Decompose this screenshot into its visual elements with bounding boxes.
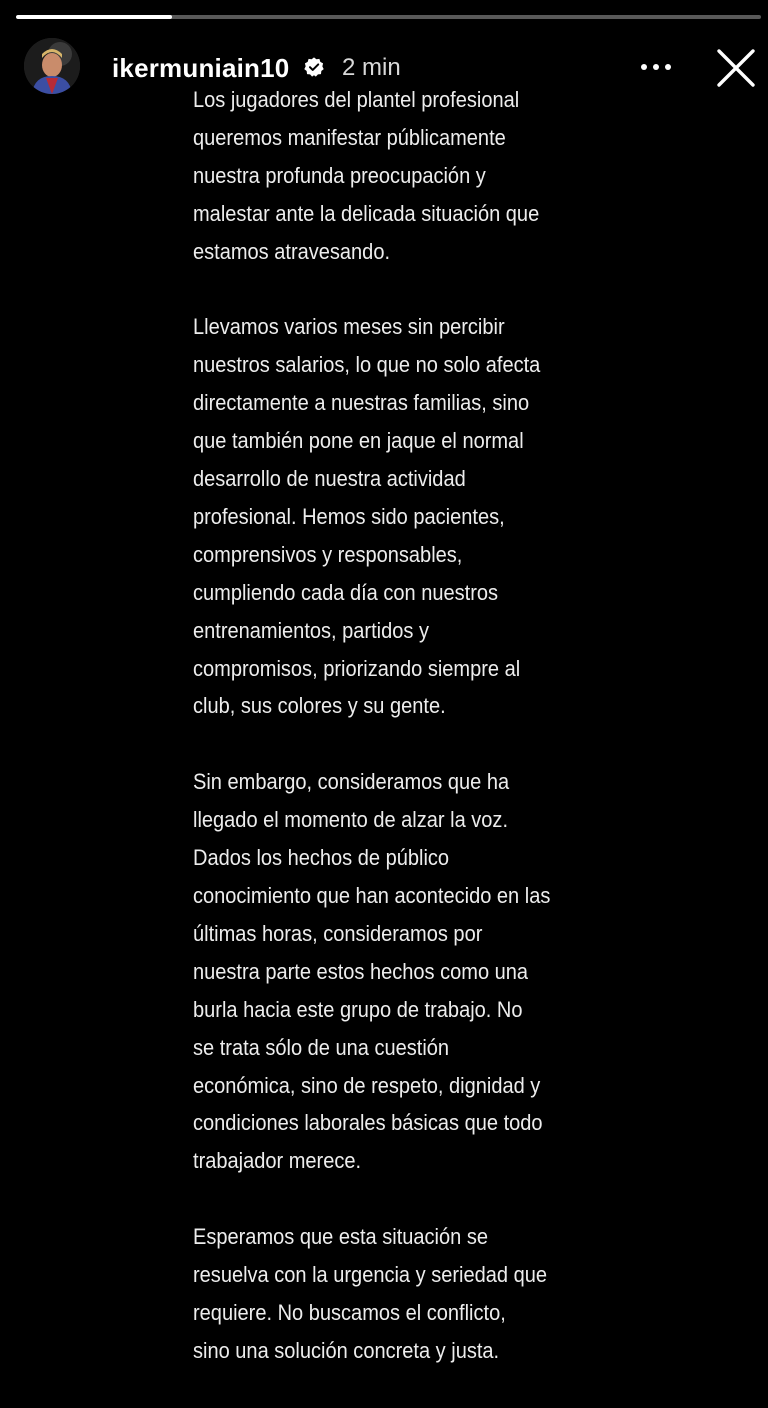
post-time: 2 min [342,54,401,81]
story-text-line: profesional. Hemos sido pacientes, [193,503,505,529]
story-text-line: comprensivos y responsables, [193,541,463,567]
story-text-line: entrenamientos, partidos y [193,617,429,643]
story-text-line: cumpliendo cada día con nuestros [193,579,499,605]
story-paragraph [193,81,585,271]
verified-badge-icon [303,56,325,78]
story-text-line: económica, sino de respeto, dignidad y [193,1072,541,1098]
avatar-image [24,38,80,94]
story-text-line: compromisos, priorizando siempre al [193,655,521,681]
story-paragraph [193,763,585,1180]
story-text-line: nuestra parte estos hechos como una [193,958,529,984]
story-text-line: directamente a nuestras familias, sino [193,390,530,416]
story-text-line: trabajador merece. [193,1148,362,1174]
story-text-line: nuestra profunda preocupación y [193,162,486,188]
story-paragraph [193,308,585,725]
story-text-line: Los jugadores del plantel profesional [193,87,520,112]
story-text-line: condiciones laborales básicas que todo [193,1110,543,1136]
story-paragraph [193,1218,585,1370]
story-text-line: Sin embargo, consideramos que ha [193,769,510,795]
story-text-line: burla hacia este grupo de trabajo. No [193,996,523,1022]
story-text-line: club, sus colores y su gente. [193,693,446,719]
story-text-line: estamos atravesando. [193,238,391,264]
story-text-line: malestar ante la delicada situación que [193,200,540,226]
story-text-line: resuelva con la urgencia y seriedad que [193,1262,547,1288]
story-text-line: sino una solución concreta y justa. [193,1337,500,1363]
avatar[interactable] [24,38,80,94]
story-text-line: nuestros salarios, lo que no solo afecta [193,352,541,378]
story-text-line: requiere. No buscamos el conflicto, [193,1299,506,1325]
username[interactable]: ikermuniain10 [112,53,290,83]
story-text-line: desarrollo de nuestra actividad [193,466,466,492]
more-options-icon[interactable] [636,52,676,82]
story-text-line: conocimiento que han acontecido en las [193,883,551,908]
story-text-content [193,81,585,1408]
story-progress-bar [16,15,761,19]
story-progress-fill [16,15,172,19]
story-text-line: queremos manifestar públicamente [193,124,506,150]
story-text-line: que también pone en jaque el normal [193,428,524,454]
story-text-line: se trata sólo de una cuestión [193,1034,450,1060]
close-icon[interactable] [712,44,760,92]
story-text-line: llegado el momento de alzar la voz. [193,807,509,833]
story-text-line: últimas horas, consideramos por [193,920,483,946]
story-text-line: Esperamos que esta situación se [193,1224,488,1250]
story-text-line: Dados los hechos de público [193,845,450,871]
story-text-line: Llevamos varios meses sin percibir [193,314,505,340]
